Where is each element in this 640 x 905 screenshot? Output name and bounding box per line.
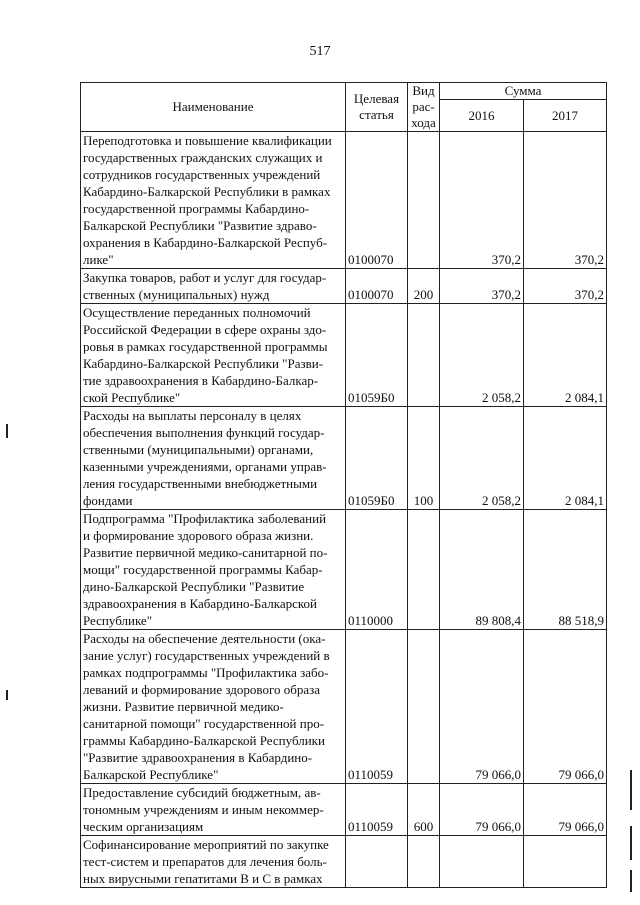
row-expense-type: 200 <box>408 269 440 304</box>
row-target-article: 0110000 <box>346 510 408 630</box>
row-sum-2017: 370,2 <box>524 269 607 304</box>
row-expense-type <box>408 836 440 888</box>
row-sum-2017: 370,2 <box>524 132 607 269</box>
row-expense-type <box>408 630 440 784</box>
table-row <box>81 630 607 784</box>
row-target-article <box>346 836 408 888</box>
header-year-2016: 2016 <box>440 100 524 132</box>
scan-mark <box>630 770 632 810</box>
row-sum-2016 <box>440 836 524 888</box>
row-name: Расходы на обеспечение деятельности (ока- зание услуг) государственных учреждений в рамках подпрограммы "Профилактика забо- леваний и формирование здорового образа жизни. Развитие первичной медико- санитарной помощи" государственной про- граммы Кабардино-Балкарской Республики "Развитие здравоохранения в Кабардино- Балкарской Республике" <box>81 630 346 784</box>
scan-mark <box>6 424 8 438</box>
row-sum-2017: 2 084,1 <box>524 407 607 510</box>
row-sum-2016: 79 066,0 <box>440 630 524 784</box>
table-row <box>81 784 607 836</box>
row-expense-type <box>408 132 440 269</box>
table-row <box>81 407 607 510</box>
header-year-2017: 2017 <box>524 100 607 132</box>
row-expense-type <box>408 510 440 630</box>
row-name: Софинансирование мероприятий по закупке тест-систем и препаратов для лечения боль- ных вирусными гепатитами В и С в рамках <box>81 836 346 888</box>
page-number: 517 <box>309 44 331 59</box>
row-expense-type <box>408 304 440 407</box>
table-row <box>81 304 607 407</box>
row-expense-type: 600 <box>408 784 440 836</box>
row-target-article: 0100070 <box>346 269 408 304</box>
row-sum-2017: 88 518,9 <box>524 510 607 630</box>
header-sum: Сумма <box>440 83 607 100</box>
budget-table <box>80 82 607 888</box>
header-target-article: Целевая статья <box>346 83 408 132</box>
row-sum-2016: 2 058,2 <box>440 304 524 407</box>
row-target-article: 0100070 <box>346 132 408 269</box>
row-name: Подпрограмма "Профилактика заболеваний и формирование здорового образа жизни. Развитие первичной медико-санитарной по- мощи" государственной программы Кабар- дино-Балкарской Республики "Развитие здравоохранения в Кабардино-Балкарской Республике" <box>81 510 346 630</box>
row-sum-2017: 2 084,1 <box>524 304 607 407</box>
row-sum-2017: 79 066,0 <box>524 784 607 836</box>
row-name: Осуществление переданных полномочий Российской Федерации в сфере охраны здо- ровья в рамках государственной программы Кабардино-Балкарской Республики "Разви- тие здравоохранения в Кабардино-Балкар- ской Республике" <box>81 304 346 407</box>
row-sum-2016: 2 058,2 <box>440 407 524 510</box>
scan-mark <box>630 870 632 892</box>
table-row <box>81 836 607 888</box>
row-target-article: 0110059 <box>346 784 408 836</box>
row-target-article: 0110059 <box>346 630 408 784</box>
row-sum-2017 <box>524 836 607 888</box>
row-name: Расходы на выплаты персоналу в целях обеспечения выполнения функций государ- ственными (муниципальными) органами, казенными учреждениями, органами управ- ления государственными внебюджетными фондами <box>81 407 346 510</box>
row-expense-type: 100 <box>408 407 440 510</box>
header-expense-type: Вид рас-хода <box>408 83 440 132</box>
row-name: Закупка товаров, работ и услуг для государ- ственных (муниципальных) нужд <box>81 269 346 304</box>
row-target-article: 01059Б0 <box>346 304 408 407</box>
row-sum-2016: 370,2 <box>440 269 524 304</box>
header-name: Наименование <box>81 83 346 132</box>
row-target-article: 01059Б0 <box>346 407 408 510</box>
table-row <box>81 269 607 304</box>
row-sum-2016: 370,2 <box>440 132 524 269</box>
table-row <box>81 132 607 269</box>
row-sum-2016: 89 808,4 <box>440 510 524 630</box>
row-name: Предоставление субсидий бюджетным, ав- тономным учреждениям и иным некоммер- ческим организациям <box>81 784 346 836</box>
scan-mark <box>6 690 8 700</box>
table-row <box>81 510 607 630</box>
row-name: Переподготовка и повышение квалификации государственных гражданских служащих и сотрудников государственных учреждений Кабардино-Балкарской Республики в рамках государственной программы Кабардино- Балкарской Республики "Развитие здраво- охранения в Кабардино-Балкарской Респуб- лике" <box>81 132 346 269</box>
row-sum-2016: 79 066,0 <box>440 784 524 836</box>
row-sum-2017: 79 066,0 <box>524 630 607 784</box>
scan-mark <box>630 826 632 860</box>
